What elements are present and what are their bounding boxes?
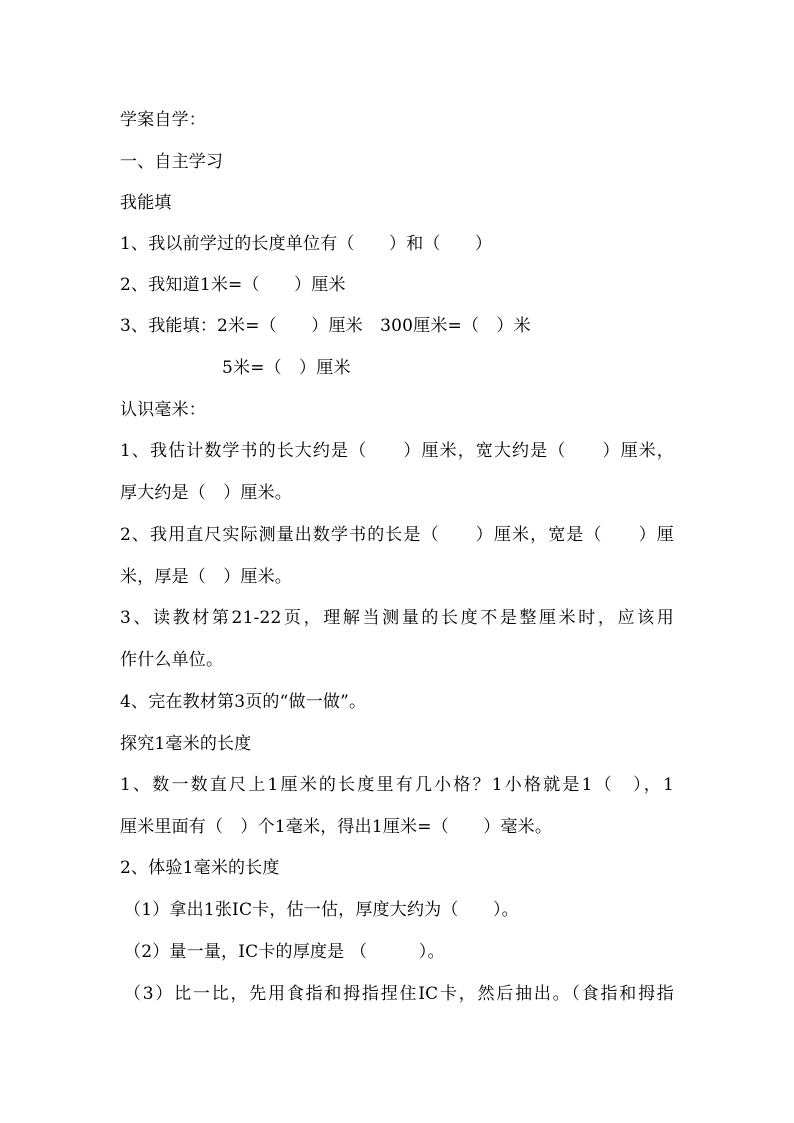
explore-question-2-1: （1）拿出1张IC卡，估一估，厚度大约为（ ）。 [124, 900, 519, 920]
fill-question-2: 2、我知道1米=（ ）厘米 [120, 275, 346, 295]
fill-question-1: 1、我以前学过的长度单位有（ ）和（ ） [120, 234, 493, 254]
doc-title: 学案自学： [120, 110, 206, 130]
explore-question-2: 2、体验1毫米的长度 [120, 858, 280, 878]
mm-question-1-line-1: 1、我估计数学书的长大约是（ ）厘米，宽大约是（ ）厘米， [120, 441, 674, 461]
fill-question-3: 3、我能填：2米=（ ）厘米 300厘米=（ ）米 [120, 316, 531, 336]
subheading-millimeter: 认识毫米： [120, 400, 206, 420]
fill-question-3b: 5米=（ ）厘米 [222, 358, 351, 378]
section-heading-self-study: 一、自主学习 [120, 152, 224, 172]
explore-question-1-line-1: 1、数一数直尺上1厘米的长度里有几小格？1小格就是1（ ），1 [120, 775, 674, 795]
explore-question-2-2: （2）量一量，IC卡的厚度是 （ ）。 [124, 942, 445, 962]
mm-question-1-line-2: 厚大约是（ ）厘米。 [120, 483, 292, 503]
mm-question-3-line-1: 3、读教材第21-22页，理解当测量的长度不是整厘米时，应该用 [120, 608, 674, 628]
subheading-fill-in: 我能填 [120, 193, 172, 213]
mm-question-4: 4、完在教材第3页的“做一做”。 [120, 692, 367, 712]
mm-question-2-line-1: 2、我用直尺实际测量出数学书的长是（ ）厘米，宽是（ ）厘 [120, 525, 674, 545]
mm-question-3-line-2: 作什么单位。 [120, 650, 224, 670]
subheading-explore-1mm: 探究1毫米的长度 [120, 734, 252, 754]
mm-question-2-line-2: 米，厚是（ ）厘米。 [120, 567, 292, 587]
explore-question-1-line-2: 厘米里面有（ ）个1毫米，得出1厘米=（ ）毫米。 [120, 817, 553, 837]
explore-question-2-3: （3）比一比，先用食指和拇指捏住IC卡，然后抽出。（食指和拇指 [124, 984, 674, 1004]
